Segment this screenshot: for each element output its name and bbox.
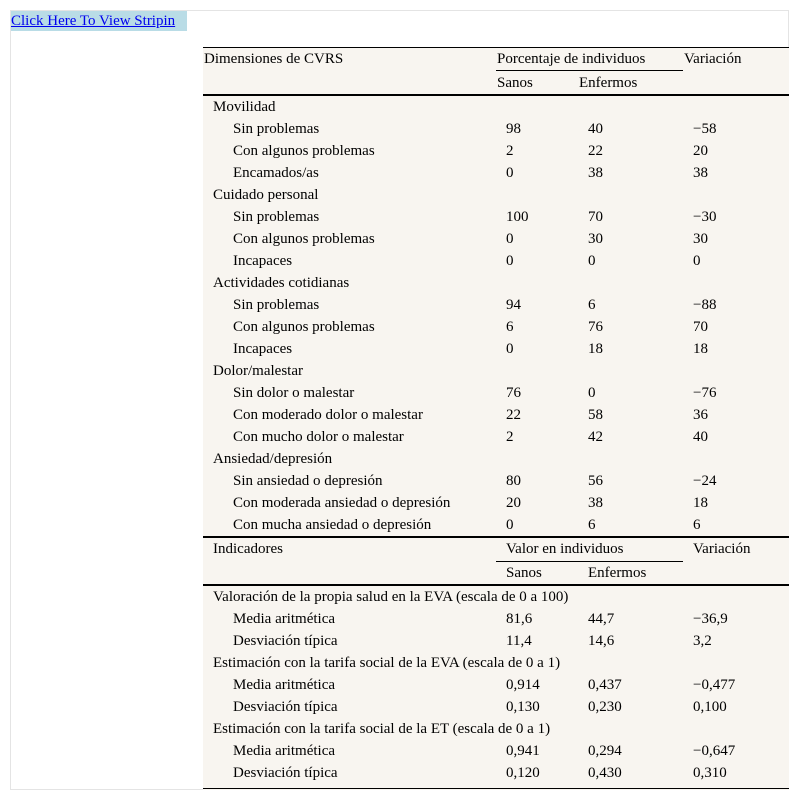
subheader2-sick: Enfermos xyxy=(588,565,647,581)
sick-value: 18 xyxy=(588,341,603,357)
table-row xyxy=(203,740,789,762)
subheader-sick: Enfermos xyxy=(579,75,638,91)
row-label: Con algunos problemas xyxy=(233,231,375,247)
row-label: Desviación típica xyxy=(233,699,338,715)
healthy-value: 0 xyxy=(506,165,514,181)
group-label: Dolor/malestar xyxy=(213,363,303,379)
table-row xyxy=(203,338,789,360)
table-row xyxy=(203,382,789,404)
sick-value: 0 xyxy=(588,385,596,401)
table-group-row xyxy=(203,718,789,740)
variation-value: −88 xyxy=(693,297,717,313)
sick-value: 40 xyxy=(588,121,603,137)
healthy-value: 98 xyxy=(506,121,521,137)
sick-value: 44,7 xyxy=(588,611,615,627)
sick-value: 0,437 xyxy=(588,677,622,693)
table-row xyxy=(203,608,789,630)
healthy-value: 0,941 xyxy=(506,743,540,759)
table-row xyxy=(203,696,789,718)
healthy-value: 0,120 xyxy=(506,765,540,781)
healthy-value: 6 xyxy=(506,319,514,335)
healthy-value: 0 xyxy=(506,517,514,533)
table-row xyxy=(203,514,789,536)
variation-value: 38 xyxy=(693,165,708,181)
row-label: Media aritmética xyxy=(233,611,336,627)
row-label: Media aritmética xyxy=(233,677,336,693)
table-row xyxy=(203,250,789,272)
table-group-row xyxy=(203,586,789,608)
subheader-row xyxy=(203,72,789,94)
subheader-healthy: Sanos xyxy=(497,75,533,91)
healthy-value: 0 xyxy=(506,231,514,247)
header2-row xyxy=(203,538,789,560)
table-row xyxy=(203,674,789,696)
healthy-value: 22 xyxy=(506,407,521,423)
table-group-row xyxy=(203,652,789,674)
table-row xyxy=(203,316,789,338)
healthy-value: 0,130 xyxy=(506,699,540,715)
healthy-value: 81,6 xyxy=(506,611,533,627)
variation-value: −24 xyxy=(693,473,717,489)
header-row xyxy=(203,48,789,70)
header2-variation: Variación xyxy=(693,541,751,557)
row-label: Media aritmética xyxy=(233,743,336,759)
variation-value: 20 xyxy=(693,143,708,159)
sick-value: 0 xyxy=(588,253,596,269)
subheader2-row xyxy=(203,562,789,584)
variation-value: −58 xyxy=(693,121,717,137)
table-row xyxy=(203,492,789,514)
sick-value: 6 xyxy=(588,517,596,533)
sick-value: 14,6 xyxy=(588,633,615,649)
healthy-value: 80 xyxy=(506,473,521,489)
header-value-group: Valor en individuos xyxy=(506,541,624,557)
sick-value: 0,294 xyxy=(588,743,622,759)
variation-value: 70 xyxy=(693,319,708,335)
sick-value: 0,430 xyxy=(588,765,622,781)
row-label: Incapaces xyxy=(233,341,293,357)
row-label: Con mucha ansiedad o depresión xyxy=(233,517,432,533)
sick-value: 56 xyxy=(588,473,603,489)
table-row xyxy=(203,630,789,652)
healthy-value: 76 xyxy=(506,385,521,401)
sick-value: 42 xyxy=(588,429,603,445)
table-row xyxy=(203,404,789,426)
variation-value: 18 xyxy=(693,341,708,357)
group-label: Estimación con la tarifa social de la EVA (escala de 0 a 1) xyxy=(213,655,561,671)
sick-value: 6 xyxy=(588,297,596,313)
row-label: Sin problemas xyxy=(233,209,320,225)
row-label: Con mucho dolor o malestar xyxy=(233,429,404,445)
variation-value: 0,100 xyxy=(693,699,727,715)
table-row xyxy=(203,762,789,784)
table-bottom-rule xyxy=(203,788,789,789)
healthy-value: 94 xyxy=(506,297,521,313)
group-label: Movilidad xyxy=(213,99,276,115)
sick-value: 30 xyxy=(588,231,603,247)
table-group-row xyxy=(203,360,789,382)
header-indicator: Indicadores xyxy=(213,541,283,557)
healthy-value: 2 xyxy=(506,429,514,445)
table-row xyxy=(203,228,789,250)
variation-value: −0,477 xyxy=(693,677,736,693)
variation-value: 6 xyxy=(693,517,701,533)
header-percentage-group: Porcentaje de individuos xyxy=(497,51,646,67)
row-label: Desviación típica xyxy=(233,633,338,649)
row-label: Con algunos problemas xyxy=(233,319,375,335)
header-variation: Variación xyxy=(684,51,742,67)
variation-value: 36 xyxy=(693,407,708,423)
variation-value: 30 xyxy=(693,231,708,247)
group-label: Estimación con la tarifa social de la ET (escala de 0 a 1) xyxy=(213,721,551,737)
row-label: Con algunos problemas xyxy=(233,143,375,159)
row-label: Sin dolor o malestar xyxy=(233,385,355,401)
variation-value: −36,9 xyxy=(693,611,728,627)
variation-value: −0,647 xyxy=(693,743,736,759)
variation-value: 0 xyxy=(693,253,701,269)
row-label: Incapaces xyxy=(233,253,293,269)
header-dimension: Dimensiones de CVRS xyxy=(204,51,344,67)
sick-value: 70 xyxy=(588,209,603,225)
sick-value: 76 xyxy=(588,319,603,335)
variation-value: −76 xyxy=(693,385,717,401)
sick-value: 22 xyxy=(588,143,603,159)
healthy-value: 11,4 xyxy=(506,633,532,649)
row-label: Sin ansiedad o depresión xyxy=(233,473,383,489)
group-label: Valoración de la propia salud en la EVA (escala de 0 a 100) xyxy=(213,589,569,605)
table-row xyxy=(203,118,789,140)
header-group-rule xyxy=(496,70,683,71)
healthy-value: 2 xyxy=(506,143,514,159)
row-label: Sin problemas xyxy=(233,121,320,137)
row-label: Con moderado dolor o malestar xyxy=(233,407,423,423)
view-strip-link[interactable]: Click Here To View Stripin xyxy=(11,11,187,31)
variation-value: 18 xyxy=(693,495,708,511)
variation-value: −30 xyxy=(693,209,717,225)
table-group-row xyxy=(203,272,789,294)
row-label: Con moderada ansiedad o depresión xyxy=(233,495,451,511)
variation-value: 0,310 xyxy=(693,765,727,781)
table-row xyxy=(203,470,789,492)
sick-value: 0,230 xyxy=(588,699,622,715)
row-label: Desviación típica xyxy=(233,765,338,781)
healthy-value: 0,914 xyxy=(506,677,540,693)
subheader2-healthy: Sanos xyxy=(506,565,542,581)
group-label: Cuidado personal xyxy=(213,187,319,203)
table-group-row xyxy=(203,448,789,470)
group-label: Ansiedad/depresión xyxy=(213,451,333,467)
table-row xyxy=(203,294,789,316)
table-row xyxy=(203,206,789,228)
group-label: Actividades cotidianas xyxy=(213,275,350,291)
sick-value: 38 xyxy=(588,165,603,181)
healthy-value: 0 xyxy=(506,253,514,269)
row-label: Sin problemas xyxy=(233,297,320,313)
table-row xyxy=(203,426,789,448)
sick-value: 58 xyxy=(588,407,603,423)
healthy-value: 0 xyxy=(506,341,514,357)
healthy-value: 100 xyxy=(506,209,529,225)
table-group-row xyxy=(203,184,789,206)
table-row xyxy=(203,162,789,184)
healthy-value: 20 xyxy=(506,495,521,511)
table-group-row xyxy=(203,96,789,118)
cvrs-table xyxy=(203,47,789,790)
sick-value: 38 xyxy=(588,495,603,511)
row-label: Encamados/as xyxy=(233,165,319,181)
variation-value: 3,2 xyxy=(693,633,712,649)
table-row xyxy=(203,140,789,162)
variation-value: 40 xyxy=(693,429,708,445)
